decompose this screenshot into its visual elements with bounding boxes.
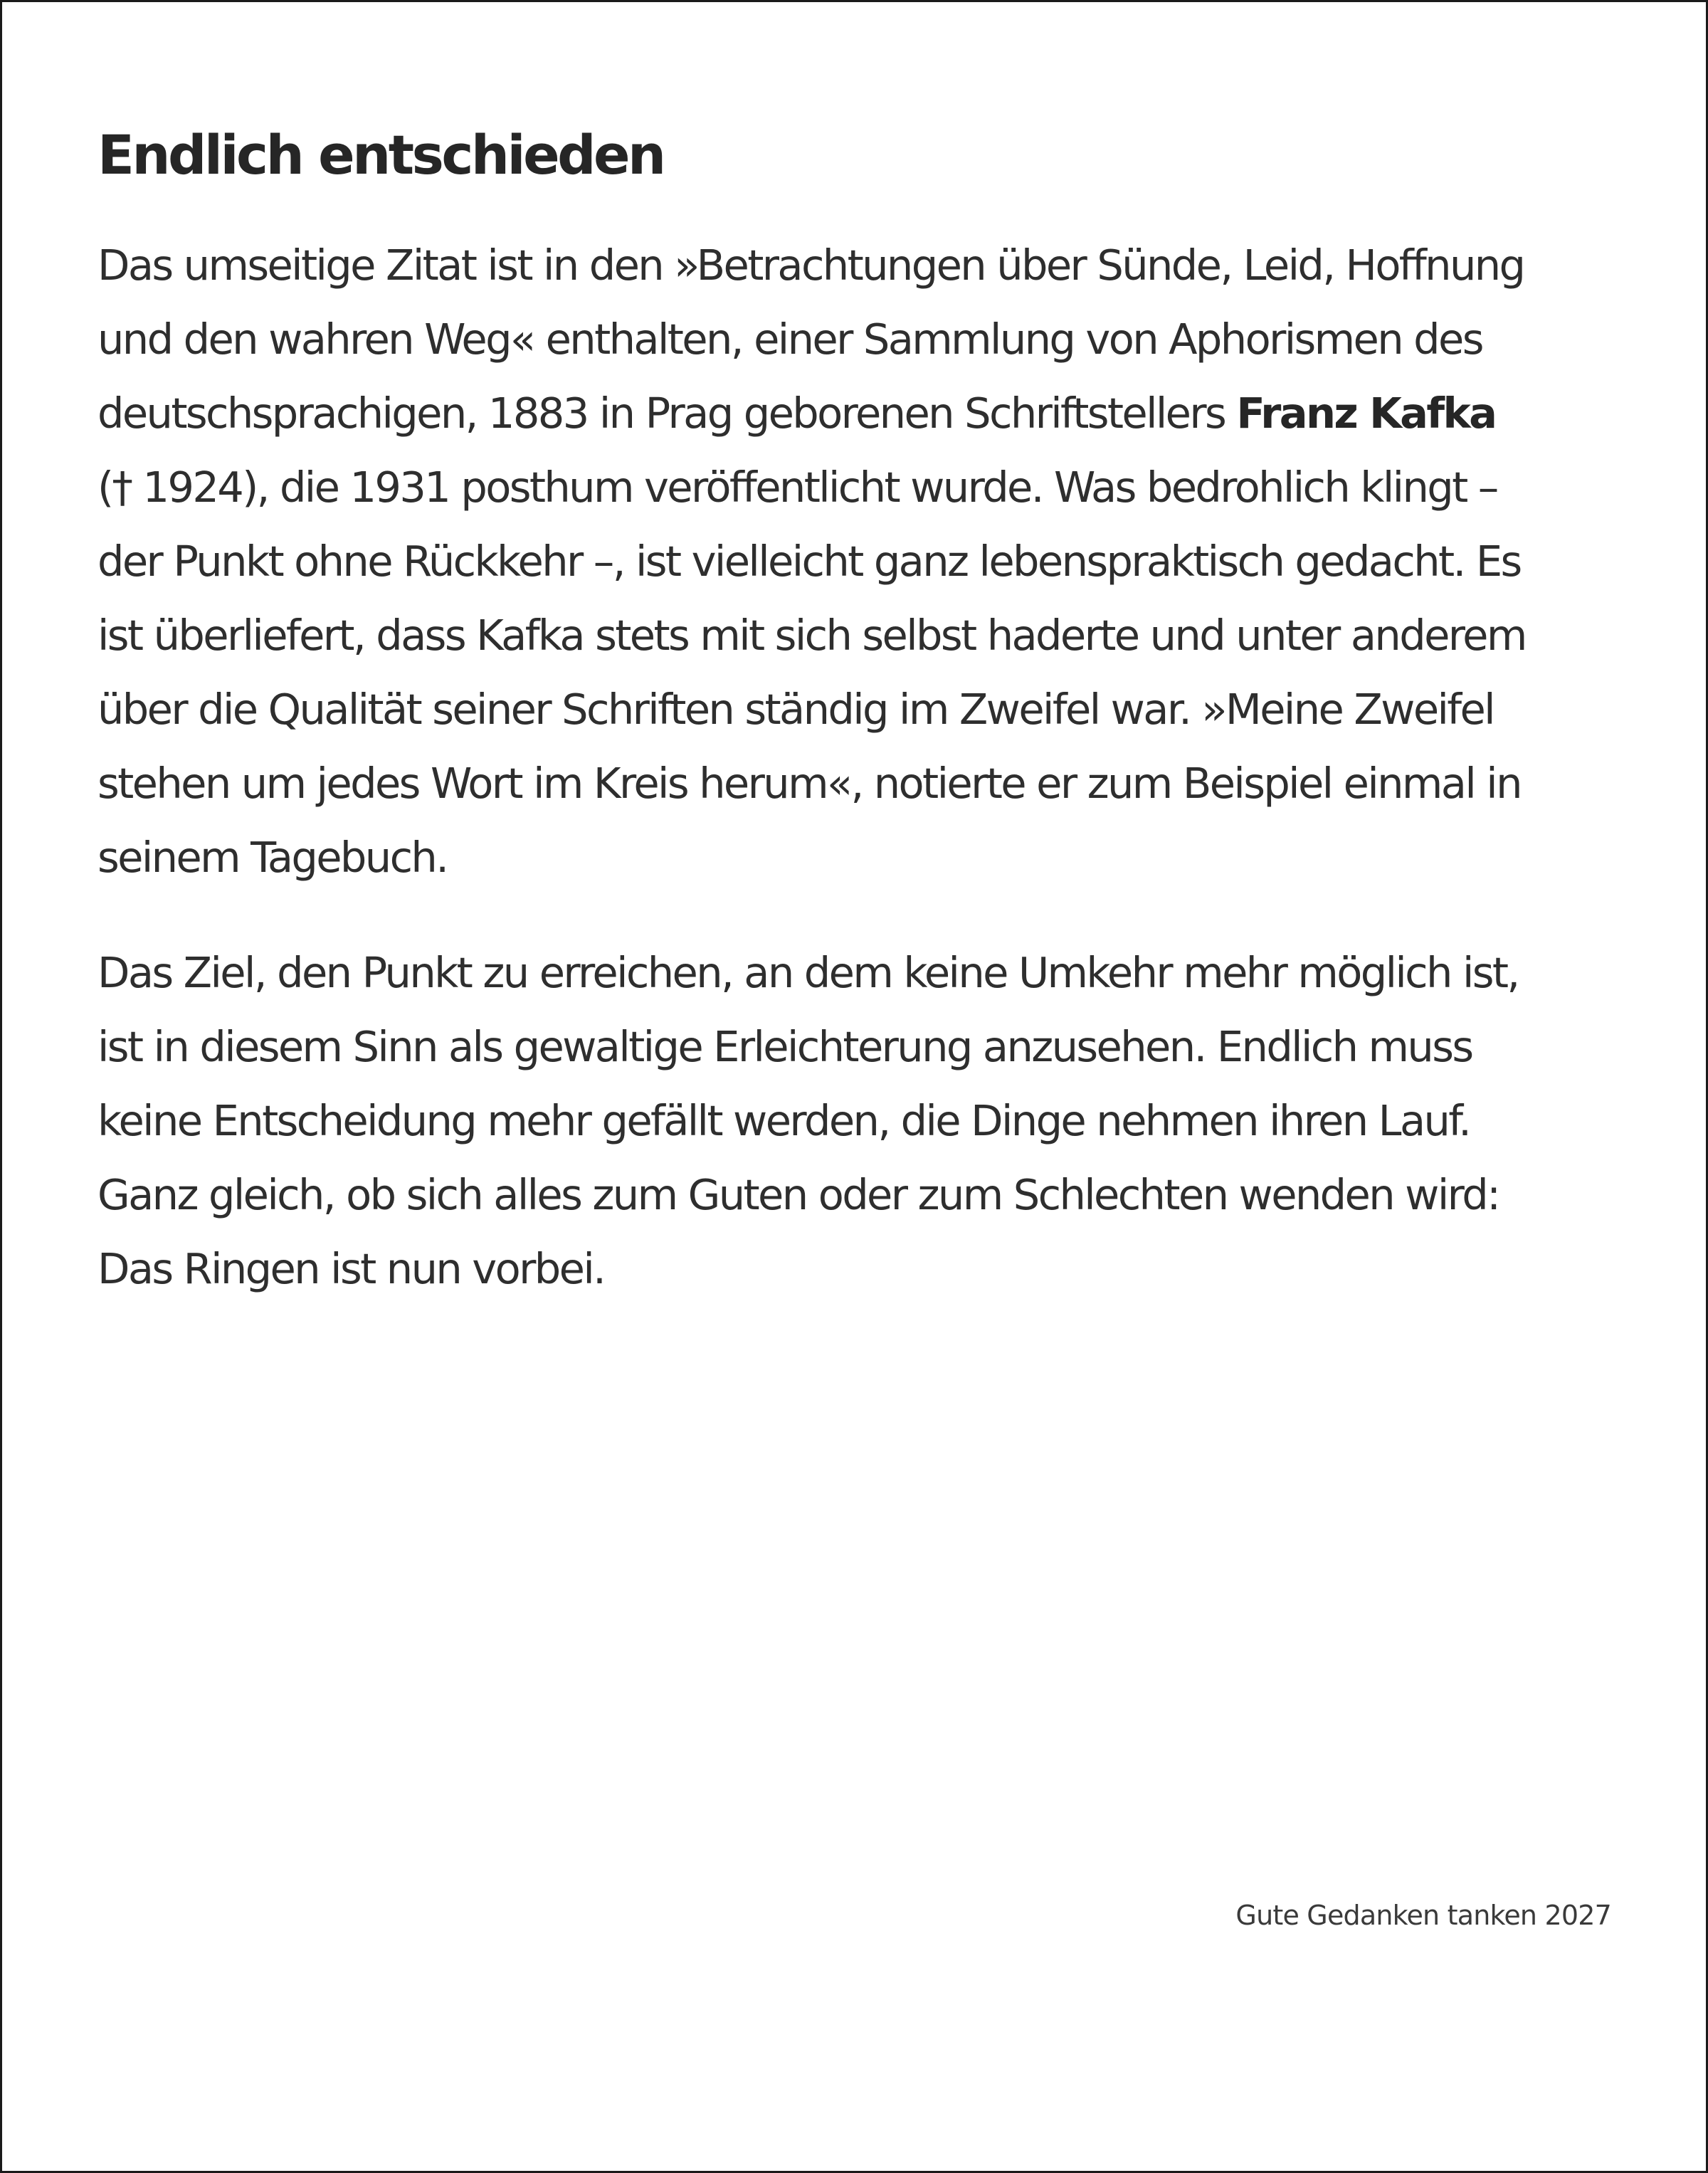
text-line (97, 377, 1620, 451)
text-line: Das umseitige Zitat ist in den »Betrachtungen über Sünde, Leid, Hoffnung (97, 241, 1524, 290)
text-line: Das Ziel, den Punkt zu erreichen, an dem keine Umkehr mehr möglich ist, (97, 948, 1519, 997)
paragraph-1 (97, 228, 1620, 895)
text-line: ist überliefert, dass Kafka stets mit sich selbst haderte und unter anderem (97, 611, 1526, 660)
text-line: ist in diesem Sinn als gewaltige Erleichterung anzusehen. Endlich muss (97, 1022, 1472, 1071)
text-line: († 1924), die 1931 posthum veröffentlicht wurde. Was bedrohlich klingt – (97, 463, 1497, 512)
footer-caption: Gute Gedanken tanken 2027 (1235, 1900, 1611, 1931)
body-text (97, 228, 1620, 1306)
page-title: Endlich entschieden (97, 123, 664, 186)
text-line: Das Ringen ist nun vorbei. (97, 1244, 605, 1293)
text-line: über die Qualität seiner Schriften ständig im Zweifel war. »Meine Zweifel (97, 685, 1494, 734)
text-line: stehen um jedes Wort im Kreis herum«, notierte er zum Beispiel einmal in (97, 759, 1521, 808)
author-name: Franz Kafka (1236, 389, 1496, 438)
text-line: der Punkt ohne Rückkehr –, ist vielleicht ganz lebenspraktisch gedacht. Es (97, 537, 1521, 586)
paragraph-2 (97, 936, 1620, 1306)
text-line: keine Entscheidung mehr gefällt werden, die Dinge nehmen ihren Lauf. (97, 1096, 1470, 1145)
text-segment: deutschsprachigen, 1883 in Prag geborenen Schriftstellers (97, 389, 1237, 438)
text-line: und den wahren Weg« enthalten, einer Sammlung von Aphorismen des (97, 315, 1482, 364)
text-line: seinem Tagebuch. (97, 833, 448, 882)
text-line: Ganz gleich, ob sich alles zum Guten oder zum Schlechten wenden wird: (97, 1170, 1499, 1219)
